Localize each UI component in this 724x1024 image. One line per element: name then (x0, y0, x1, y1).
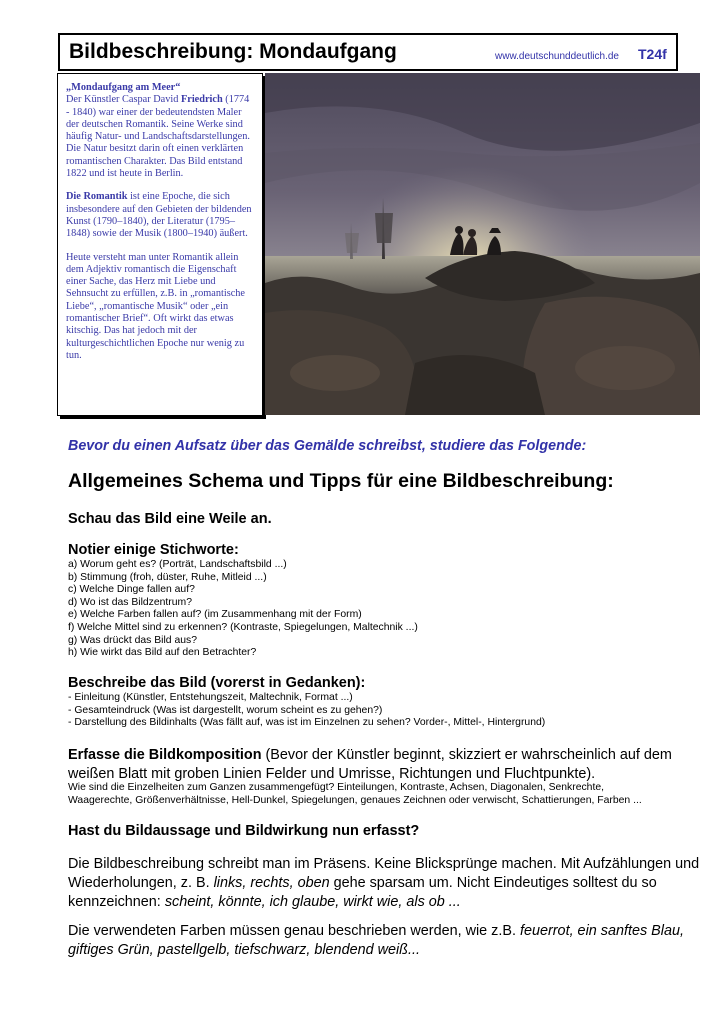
info-paragraph-romanticism: Die Romantik ist eine Epoche, die sich insbesondere auf den Gebieten der bildenden Kunst (1790–1840), der Literatur (1795–1848) sowie der Musik (1800–1940) äußert. (66, 191, 252, 240)
list-item: h) Wie wirkt das Bild auf den Betrachter? (68, 647, 257, 659)
list-item: d) Wo ist das Bildzentrum? (68, 596, 192, 608)
list-item: - Darstellung des Bildinhalts (Was fällt auf, was ist im Einzelnen zu sehen? Vorder-, Mittel-, Hintergrund) (68, 717, 546, 729)
step4-block: Erfasse die Bildkomposition (Bevor der Künstler beginnt, skizziert er wahrscheinlich auf dem weißen Blatt mit groben Linien Felder und Umrisse, Richtungen und Fluchtpunkte). (68, 747, 672, 782)
main-heading: Allgemeines Schema und Tipps für eine Bildbeschreibung: (68, 470, 614, 492)
romanticism-term: Die Romantik (66, 191, 128, 203)
step3-heading: Beschreibe das Bild (vorerst in Gedanken): (68, 675, 366, 691)
step2-heading: Notier einige Stichworte: (68, 542, 239, 558)
artist-name: Friedrich (180, 94, 223, 106)
step4-details: Wie sind die Einzelheiten zum Ganzen zusammengefügt? Einteilungen, Kontraste, Achsen, Diagonalen, Senkrechte, Waagerechte, Größenverhältnisse, Hell-Dunkel, Spiegelungen, genaues Zeichnen oder verwischt, Schattierungen, Farben ... (68, 782, 642, 806)
list-item: e) Welche Farben fallen auf? (im Zusammenhang mit der Form) (68, 609, 362, 621)
list-item: c) Welche Dinge fallen auf? (68, 584, 195, 596)
info-paragraph-today: Heute versteht man unter Romantik allein dem Adjektiv romantisch die Eigenschaft einer Sache, das Herz mit Liebe und Sehnsucht zu erfüllen, z.B. in „romantische Liebe“, „romantische Musik“ oder „ein romantischer Brief“. Oft wirkt das etwas kitschig. Das hat jedoch mit der kulturgeschichtlichen Epoche nur wenig zu tun. (66, 251, 245, 361)
website-url[interactable]: www.deutschunddeutlich.de (495, 51, 619, 62)
list-item: g) Was drückt das Bild aus? (68, 634, 197, 646)
painting-image (265, 73, 700, 415)
list-item: - Einleitung (Künstler, Entstehungszeit, Maltechnik, Format ...) (68, 692, 353, 703)
tips-paragraph-colors: Die verwendeten Farben müssen genau beschrieben werden, wie z.B. feuerrot, ein sanftes Blau, giftiges Grün, pastellgelb, tiefschwarz, blendend weiß... (68, 923, 684, 958)
list-item: - Gesamteindruck (Was ist dargestellt, worum scheint es zu gehen?) (68, 704, 383, 716)
title-box (58, 33, 678, 71)
step4-heading: Erfasse die Bildkomposition (68, 747, 262, 763)
info-box (57, 73, 263, 416)
step2-list (68, 559, 418, 660)
page-title: Bildbeschreibung: Mondaufgang (69, 40, 397, 63)
intro-instruction: Bevor du einen Aufsatz über das Gemälde schreibst, studiere das Folgende: (68, 438, 587, 454)
step3-list (68, 692, 545, 730)
step1-heading: Schau das Bild eine Weile an. (68, 511, 272, 527)
list-item: a) Worum geht es? (Porträt, Landschaftsbild ...) (68, 559, 287, 570)
painting-title: „Mondaufgang am Meer“ (66, 82, 181, 93)
step5-heading: Hast du Bildaussage und Bildwirkung nun erfasst? (68, 823, 420, 839)
list-item: f) Welche Mittel sind zu erkennen? (Kontraste, Spiegelungen, Maltechnik ...) (68, 621, 418, 633)
list-item: b) Stimmung (froh, düster, Ruhe, Mitleid ...) (68, 571, 267, 583)
info-paragraph-artist: „Mondaufgang am Meer“ Der Künstler Caspar David Friedrich (1774 - 1840) war einer der bedeutendsten Maler der deutschen Romantik. Seine Werke sind häufig Natur- und Landschaftsdarstellungen. Die Natur besitzt darin oft einen verklärten romantischen Charakter. Das Bild entstand 1822 und ist heute in Berlin. (66, 82, 250, 180)
worksheet-code: T24f (638, 46, 667, 62)
tips-paragraph-tense: Die Bildbeschreibung schreibt man im Präsens. Keine Blicksprünge machen. Mit Aufzählungen und Wiederholungen, z. B. links, rechts, oben gehe sparsam um. Nicht Eindeutiges solltest du so kennzeichnen: scheint, könnte, ich glaube, wirkt wie, als ob ... (68, 856, 700, 910)
info-text (66, 82, 252, 373)
